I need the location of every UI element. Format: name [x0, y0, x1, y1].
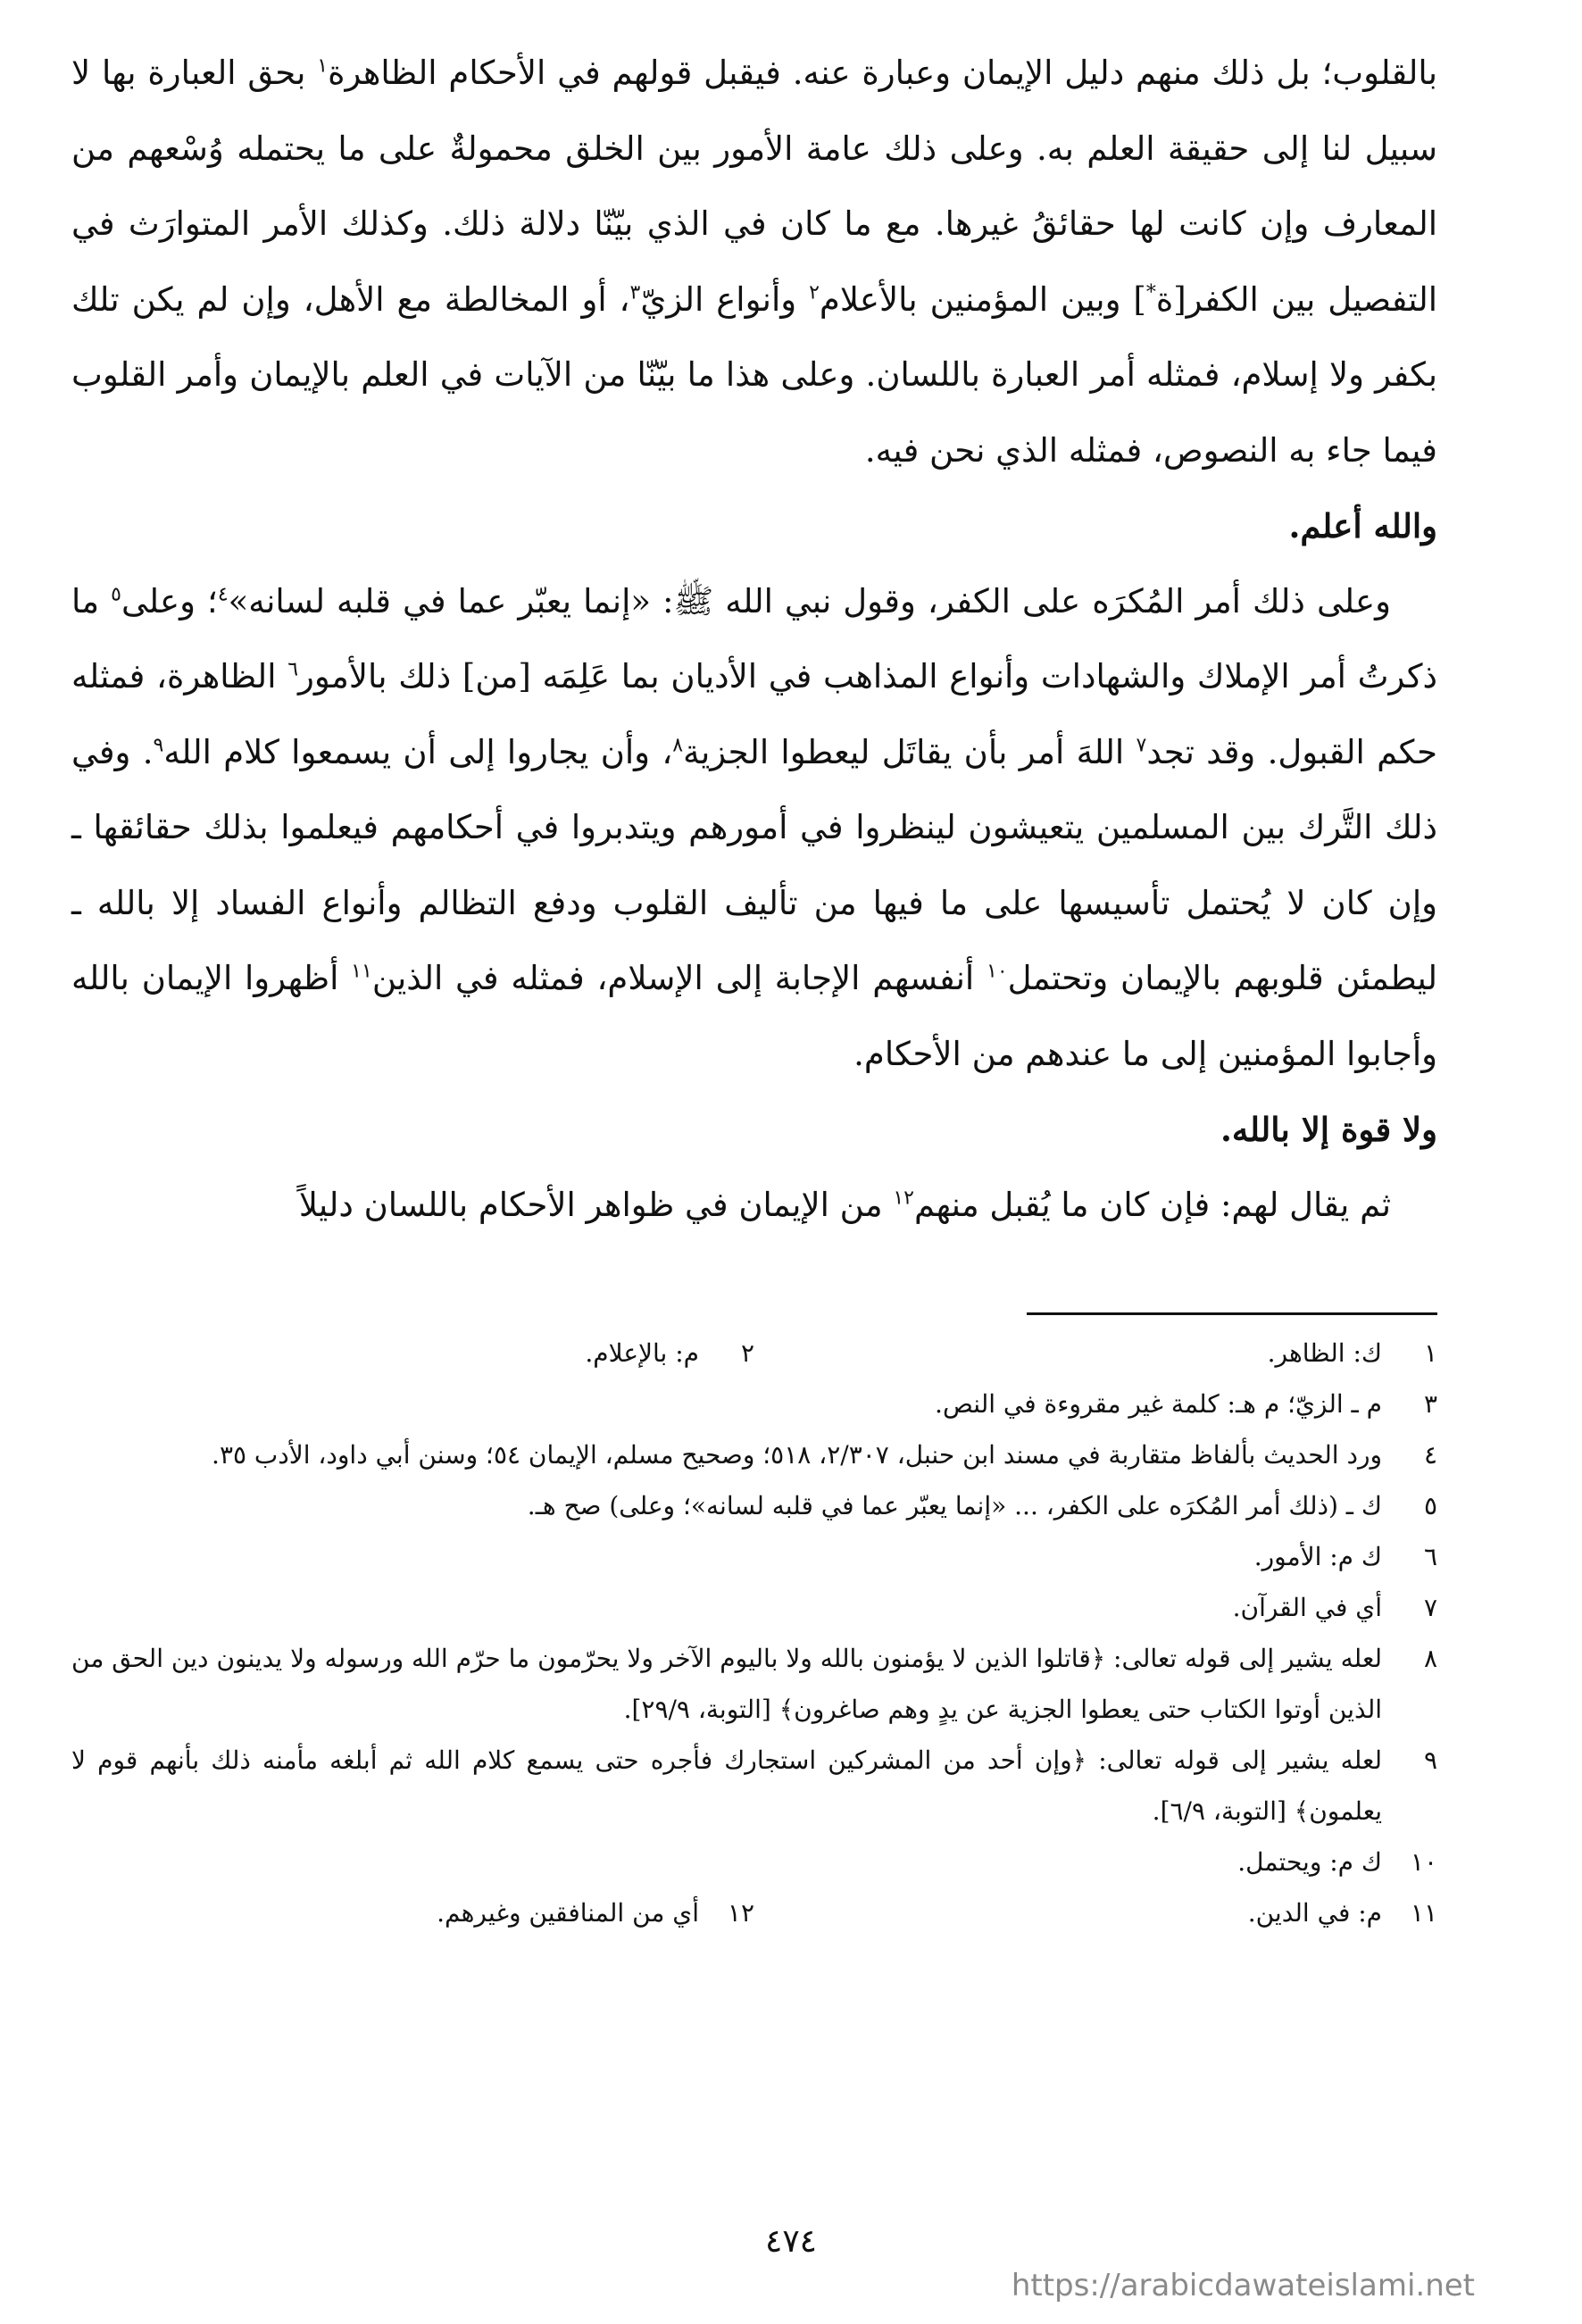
text-run: ؛ وعلى — [121, 581, 218, 621]
closing-phrase — [71, 1092, 1437, 1168]
page-number: ٤٧٤ — [764, 2223, 817, 2260]
footnote — [71, 1429, 1437, 1480]
footnote-text: ورد الحديث بألفاظ متقاربة في مسند ابن حنبل، ٢/٣٠٧، ٥١٨؛ وصحيح مسلم، الإيمان ٥٤؛ وسنن أبي داود، الأدب ٣٥. — [212, 1440, 1382, 1470]
footnote-text: لعله يشير إلى قوله تعالى: ﴿قاتلوا الذين لا يؤمنون بالله ولا باليوم الآخر ولا يحرّمون ما حرّم الله ورسوله ولا يدينون دين الحق من الذين أوتوا الكتاب حتى يعطوا الجزية عن يدٍ وهم صاغرون﴾ [التوبة، ٢٩/٩]. — [71, 1644, 1382, 1724]
main-text — [71, 36, 1437, 1243]
footnote-row — [71, 1887, 1437, 1938]
text-run: ثم يقال لهم: فإن كان ما يُقبل منهم — [914, 1185, 1391, 1224]
text-run: الظاهرة، فمثله حكم القبول. وقد تجد — [71, 657, 1438, 771]
footnote — [71, 1531, 1437, 1582]
text-run: ما ذكرتُ أمر الإملاك والشهادات وأنواع المذاهب في الأديان بما عَلِمَه [من] ذلك بالأمور — [71, 581, 1437, 696]
footnote-marker: ٢ — [809, 281, 820, 304]
footnote-number: ٩ — [1423, 1745, 1437, 1775]
footnote-row — [71, 1328, 1437, 1379]
page — [71, 36, 1437, 2214]
footnote-marker: ٥ — [111, 583, 121, 606]
footnote-marker: ٨ — [672, 734, 684, 757]
footnote — [754, 1328, 1437, 1379]
footnote-marker: ١١ — [351, 960, 372, 983]
footnote-text: م: في الدين. — [1247, 1898, 1382, 1928]
text-run: ولا قوة إلا بالله. — [1220, 1110, 1437, 1149]
footnote-number: ٣ — [1423, 1389, 1437, 1419]
footnote — [71, 1582, 1437, 1633]
text-run: ] وبين المؤمنين بالأعلام — [819, 279, 1146, 319]
footnote-number: ١ — [1423, 1338, 1437, 1368]
footnote-number: ٢ — [740, 1338, 754, 1368]
footnote — [71, 1735, 1437, 1837]
paragraph — [71, 1168, 1437, 1244]
footnote-number: ٦ — [1423, 1542, 1437, 1571]
watermark-url: https://arabicdawateislami.net — [1011, 2268, 1475, 2303]
footnote-number: ٨ — [1423, 1644, 1437, 1673]
footnote-text: ك ـ (ذلك أمر المُكرَه على الكفر، ... «إنما يعبّر عما في قلبه لسانه»؛ وعلى) صح هـ. — [527, 1491, 1382, 1520]
footnote-marker: ١ — [317, 54, 329, 78]
footnote-marker: * — [1145, 281, 1156, 304]
text-run: ، وأن يجاروا إلى أن يسمعوا كلام الله — [163, 732, 673, 771]
footnote-number: ١٠ — [1410, 1847, 1437, 1877]
footnote-marker: ٣ — [629, 281, 641, 304]
text-run: بالقلوب؛ بل ذلك منهم دليل الإيمان وعبارة عنه. فيقبل قولهم في الأحكام الظاهرة — [328, 54, 1437, 92]
paragraph — [71, 36, 1437, 488]
text-run: أنفسهم الإجابة إلى الإسلام، فمثله في الذين — [371, 959, 987, 997]
text-run: أظهروا الإيمان بالله وأجابوا المؤمنين إلى ما عندهم من الأحكام. — [71, 959, 1437, 1073]
footnote — [71, 1328, 754, 1379]
text-run: بحق العبارة بها لا سبيل لنا إلى حقيقة العلم به. وعلى ذلك عامة الأمور بين الخلق محمولةٌ على ما يحتمله وُسْعهم من المعارف وإن كانت لها حقائقُ غيرها. مع ما كان في الذي بيّنّا دلالة ذلك. وكذلك الأمر المتوارَث في التفصيل بين الكفر[ة — [71, 54, 1438, 319]
footnotes — [71, 1328, 1437, 1938]
text-run: اللهَ أمر بأن يقاتَل ليعطوا الجزية — [683, 732, 1137, 771]
footnote-marker: ١٢ — [893, 1187, 914, 1210]
footnote-text: ك م: الأمور. — [1253, 1542, 1382, 1571]
text-run: وأنواع الزيّ — [640, 279, 810, 319]
footnote-text: م ـ الزيّ؛ م هـ: كلمة غير مقروءة في النص. — [935, 1389, 1382, 1419]
footnote-marker: ١٠ — [987, 960, 1008, 983]
text-run: ، أو المخالطة مع الأهل، وإن لم يكن تلك بكفر ولا إسلام، فمثله أمر العبارة باللسان. وعلى هذا ما بيّنّا من الآيات في العلم بالإيمان وأمر القلوب فيما جاء به النصوص، فمثله الذي نحن فيه. — [71, 279, 1437, 470]
footnote — [71, 1887, 754, 1938]
footnote-text: ك: الظاهر. — [1267, 1338, 1382, 1368]
footnote-text: م: بالإعلام. — [585, 1338, 699, 1368]
footnote-number: ١٢ — [727, 1898, 754, 1928]
text-run: وعلى ذلك أمر المُكرَه على الكفر، وقول نبي الله ﷺ: «إنما يعبّر عما في قلبه لسانه» — [228, 581, 1391, 621]
closing-phrase — [71, 488, 1437, 564]
footnote-text: لعله يشير إلى قوله تعالى: ﴿وإن أحد من المشركين استجارك فأجره حتى يسمع كلام الله ثم أبلغه مأمنه ذلك بأنهم قوم لا يعلمون﴾ [التوبة، ٦/٩]. — [71, 1745, 1382, 1826]
footnote-number: ١١ — [1410, 1898, 1437, 1928]
footnote-marker: ٧ — [1136, 734, 1147, 757]
footnote-text: ك م: ويحتمل. — [1237, 1847, 1382, 1877]
footnote — [71, 1837, 1437, 1887]
footnote — [754, 1887, 1437, 1938]
paragraph — [71, 564, 1437, 1093]
footnote — [71, 1379, 1437, 1429]
text-run: من الإيمان في ظواهر الأحكام باللسان دليلاً — [298, 1185, 894, 1224]
footnote — [71, 1480, 1437, 1531]
footnote-number: ٧ — [1423, 1593, 1437, 1622]
footnote-marker: ٩ — [153, 734, 164, 757]
footnote — [71, 1633, 1437, 1735]
footnote-number: ٥ — [1423, 1491, 1437, 1520]
footnote-number: ٤ — [1423, 1440, 1437, 1470]
text-run: والله أعلم. — [1288, 506, 1437, 546]
footnote-marker: ٦ — [287, 658, 299, 681]
text-run: . وفي ذلك التَّرك بين المسلمين يتعيشون لينظروا في أمورهم ويتدبروا في أحكامهم فيعلموا بذلك حقائقها ـ وإن كان لا يُحتمل تأسيسها على ما فيها من تأليف القلوب ودفع التظالم وأنواع الفساد إلا بالله ـ ليطمئن قلوبهم بالإيمان وتحتمل — [71, 732, 1437, 997]
footnote-text: أي من المنافقين وغيرهم. — [437, 1898, 699, 1928]
footnote-separator — [1027, 1312, 1437, 1315]
footnote-text: أي في القرآن. — [1232, 1593, 1382, 1622]
footnote-marker: ٤ — [217, 583, 229, 606]
